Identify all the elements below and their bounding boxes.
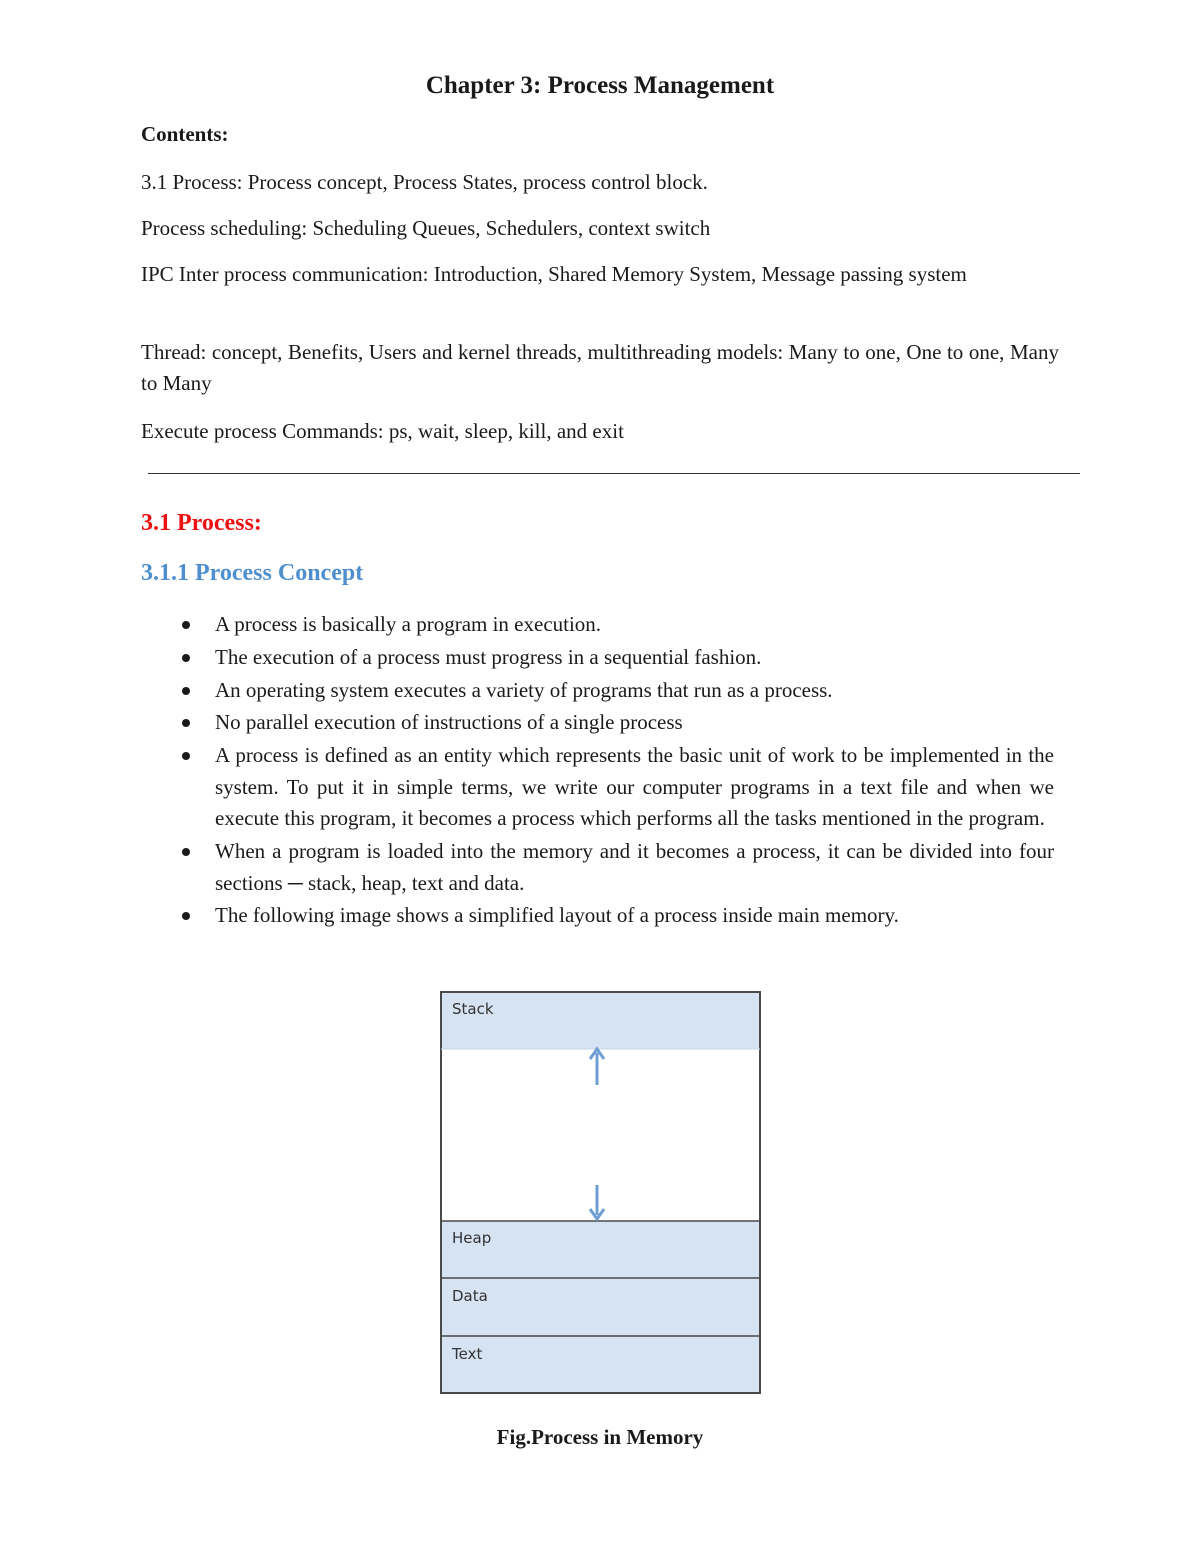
list-item-text: An operating system executes a variety of programs that run as a process.	[215, 677, 833, 702]
contents-item: 3.1 Process: Process concept, Process States, process control block.	[141, 170, 708, 194]
list-item-text: A process is defined as an entity which represents the basic unit of work to be implemented in the system. To put it in simple terms, we write our computer programs in a text file and when we execute this program, it becomes a process which performs all the tasks mentioned in the program.	[215, 743, 1054, 831]
list-item	[215, 609, 1054, 641]
list-item	[215, 707, 1054, 739]
contents-item: Process scheduling: Scheduling Queues, Schedulers, context switch	[141, 216, 711, 240]
page-title: Chapter 3: Process Management	[425, 72, 775, 99]
stack-label: Stack	[452, 1000, 494, 1018]
text-label: Text	[452, 1345, 483, 1363]
bullet-list	[215, 609, 1054, 933]
contents-item: Thread: concept, Benefits, Users and kernel threads, multithreading models: Many to one, One to one, Many to Many	[141, 340, 1059, 395]
bullet-icon	[182, 752, 190, 760]
figure-caption: Fig.Process in Memory	[496, 1425, 704, 1449]
bullet-icon	[182, 621, 190, 629]
list-item	[215, 900, 1054, 932]
bullet-icon	[182, 654, 190, 662]
subsection-heading: 3.1.1 Process Concept	[141, 560, 364, 586]
list-item-text: No parallel execution of instructions of a single process	[215, 710, 683, 735]
list-item-text: A process is basically a program in execution.	[215, 612, 602, 636]
process-memory-figure	[440, 991, 761, 1394]
text-section	[441, 1336, 760, 1393]
list-item-text: When a program is loaded into the memory and it becomes a process, it can be divided into four sections ─ stack, heap, text and data.	[215, 839, 1054, 895]
bullet-icon	[182, 687, 190, 695]
list-item-text: The following image shows a simplified layout of a process inside main memory.	[215, 903, 899, 928]
data-section	[441, 1278, 760, 1336]
list-item	[215, 675, 1054, 707]
section-heading: 3.1 Process:	[141, 510, 262, 536]
contents-item: IPC Inter process communication: Introduction, Shared Memory System, Message passing system	[141, 262, 967, 286]
free-space-section	[441, 1049, 760, 1221]
heap-label: Heap	[452, 1229, 492, 1247]
contents-item: Execute process Commands: ps, wait, sleep, kill, and exit	[141, 419, 624, 443]
list-item	[215, 740, 1054, 835]
bullet-icon	[182, 912, 190, 920]
section-divider	[148, 473, 1080, 474]
list-item-text: The execution of a process must progress in a sequential fashion.	[215, 644, 762, 669]
data-label: Data	[452, 1287, 488, 1305]
bullet-icon	[182, 848, 190, 856]
list-item	[215, 836, 1054, 899]
contents-label: Contents:	[141, 122, 229, 146]
bullet-icon	[182, 719, 190, 727]
list-item	[215, 642, 1054, 674]
